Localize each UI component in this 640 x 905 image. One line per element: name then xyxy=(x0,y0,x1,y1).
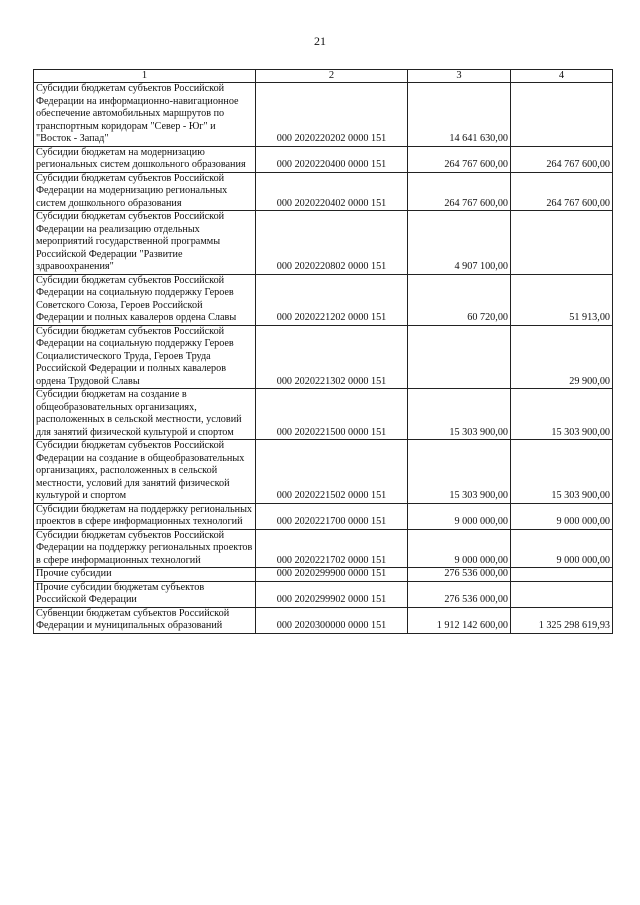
table-row xyxy=(34,568,613,582)
row-amount-col3: 9 000 000,00 xyxy=(408,529,511,568)
header-col-4: 4 xyxy=(511,70,613,83)
row-amount-col3: 276 536 000,00 xyxy=(408,568,511,582)
row-name-cell: Субсидии бюджетам субъектов Российской Федерации на социальную поддержку Героев Советского Союза, Героев Российской Федерации и полных кавалеров ордена Славы xyxy=(34,274,256,325)
row-amount-col3: 15 303 900,00 xyxy=(408,389,511,440)
table-row xyxy=(34,172,613,211)
row-code-cell: 000 2020220400 0000 151 xyxy=(256,146,408,172)
table-row xyxy=(34,325,613,389)
row-amount-col4: 1 325 298 619,93 xyxy=(511,607,613,633)
row-amount-col3: 4 907 100,00 xyxy=(408,211,511,275)
row-amount-col4: 51 913,00 xyxy=(511,274,613,325)
header-row xyxy=(34,70,613,83)
row-code-cell: 000 2020300000 0000 151 xyxy=(256,607,408,633)
row-amount-col3: 1 912 142 600,00 xyxy=(408,607,511,633)
row-amount-col4: 29 900,00 xyxy=(511,325,613,389)
row-code-cell: 000 2020221700 0000 151 xyxy=(256,503,408,529)
row-code-cell: 000 2020221202 0000 151 xyxy=(256,274,408,325)
table-row xyxy=(34,503,613,529)
table-row xyxy=(34,83,613,147)
row-code-cell: 000 2020221502 0000 151 xyxy=(256,440,408,504)
row-code-cell: 000 2020220402 0000 151 xyxy=(256,172,408,211)
table-row xyxy=(34,440,613,504)
table-row xyxy=(34,607,613,633)
row-code-cell: 000 2020220802 0000 151 xyxy=(256,211,408,275)
row-name-cell: Субсидии бюджетам субъектов Российской Федерации на реализацию отдельных мероприятий государственной программы Российской Федерации "Развитие здравоохранения" xyxy=(34,211,256,275)
budget-table xyxy=(33,69,613,634)
row-amount-col3: 14 641 630,00 xyxy=(408,83,511,147)
scan-artifact xyxy=(100,852,140,862)
row-amount-col3 xyxy=(408,325,511,389)
row-name-cell: Субсидии бюджетам субъектов Российской Федерации на информационно-навигационное обеспечение автомобильных маршрутов по транспортным коридорам "Север - Юг" и "Восток - Запад" xyxy=(34,83,256,147)
table-row xyxy=(34,146,613,172)
row-amount-col4 xyxy=(511,83,613,147)
row-amount-col4 xyxy=(511,568,613,582)
row-name-cell: Субсидии бюджетам субъектов Российской Федерации на модернизацию региональных систем дошкольного образования xyxy=(34,172,256,211)
row-name-cell: Субсидии бюджетам субъектов Российской Федерации на поддержку региональных проектов в сфере информационных технологий xyxy=(34,529,256,568)
row-amount-col3: 9 000 000,00 xyxy=(408,503,511,529)
row-amount-col3: 276 536 000,00 xyxy=(408,581,511,607)
row-name-cell: Субсидии бюджетам на модернизацию региональных систем дошкольного образования xyxy=(34,146,256,172)
table-row xyxy=(34,274,613,325)
row-name-cell: Субсидии бюджетам субъектов Российской Федерации на социальную поддержку Героев Социалистического Труда, Героев Труда Российской Федерации и полных кавалеров ордена Трудовой Славы xyxy=(34,325,256,389)
row-name-cell: Прочие субсидии xyxy=(34,568,256,582)
row-amount-col3: 264 767 600,00 xyxy=(408,172,511,211)
row-code-cell: 000 2020299900 0000 151 xyxy=(256,568,408,582)
row-amount-col4: 9 000 000,00 xyxy=(511,503,613,529)
table-row xyxy=(34,389,613,440)
row-name-cell: Субсидии бюджетам на создание в общеобразовательных организациях, расположенных в сельской местности, условий для занятий физической культурой и спортом xyxy=(34,389,256,440)
row-name-cell: Субсидии бюджетам на поддержку региональных проектов в сфере информационных технологий xyxy=(34,503,256,529)
row-name-cell: Субвенции бюджетам субъектов Российской Федерации и муниципальных образований xyxy=(34,607,256,633)
row-amount-col4: 264 767 600,00 xyxy=(511,172,613,211)
row-name-cell: Субсидии бюджетам субъектов Российской Федерации на создание в общеобразовательных организациях, расположенных в сельской местности, условий для занятий физической культурой и спортом xyxy=(34,440,256,504)
row-amount-col4: 264 767 600,00 xyxy=(511,146,613,172)
row-amount-col4 xyxy=(511,211,613,275)
row-amount-col4: 9 000 000,00 xyxy=(511,529,613,568)
table-row xyxy=(34,581,613,607)
row-amount-col3: 264 767 600,00 xyxy=(408,146,511,172)
row-name-cell: Прочие субсидии бюджетам субъектов Российской Федерации xyxy=(34,581,256,607)
row-code-cell: 000 2020221702 0000 151 xyxy=(256,529,408,568)
row-amount-col3: 60 720,00 xyxy=(408,274,511,325)
row-code-cell: 000 2020221500 0000 151 xyxy=(256,389,408,440)
row-amount-col4 xyxy=(511,581,613,607)
row-amount-col3: 15 303 900,00 xyxy=(408,440,511,504)
row-amount-col4: 15 303 900,00 xyxy=(511,440,613,504)
header-col-2: 2 xyxy=(256,70,408,83)
row-amount-col4: 15 303 900,00 xyxy=(511,389,613,440)
table-row xyxy=(34,529,613,568)
page-number: 21 xyxy=(314,34,326,48)
row-code-cell: 000 2020221302 0000 151 xyxy=(256,325,408,389)
header-col-1: 1 xyxy=(34,70,256,83)
row-code-cell: 000 2020299902 0000 151 xyxy=(256,581,408,607)
table-row xyxy=(34,211,613,275)
row-code-cell: 000 2020220202 0000 151 xyxy=(256,83,408,147)
header-col-3: 3 xyxy=(408,70,511,83)
